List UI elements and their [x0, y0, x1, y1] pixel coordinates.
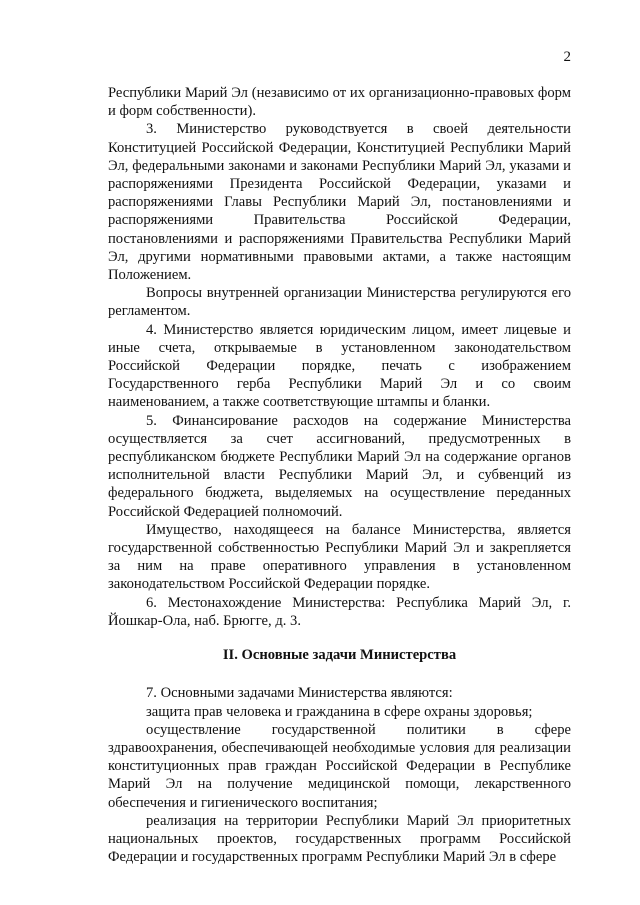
paragraph-continuation: Республики Марий Эл (независимо от их организационно-правовых форм и форм собственности).: [108, 85, 571, 120]
paragraph-item-4: 4. Министерство является юридическим лицом, имеет лицевые и иные счета, открываемые в установленном законодательством Российской Федерации порядке, печать с изображением Государственного герба Республики Марий Эл и со своим наименованием, а также соответствующие штампы и бланки.: [108, 321, 571, 411]
document-body: [108, 84, 571, 866]
task-item: осуществление государственной политики в сфере здравоохранения, обеспечивающей необходимые условия для реализации конституционных прав граждан Российской Федерации в Республике Марий Эл на получение медицинской помощи, лекарственного обеспечения и гигиенического воспитания;: [108, 721, 571, 811]
paragraph-internal-organization: Вопросы внутренней организации Министерства регулируются его регламентом.: [108, 285, 571, 320]
task-item: реализация на территории Республики Марий Эл приоритетных национальных проектов, государственных программ Российской Федерации и государственных программ Республики Марий Эл в сфере: [108, 812, 571, 866]
paragraph-item-6: 6. Местонахождение Министерства: Республика Марий Эл, г. Йошкар-Ола, наб. Брюгге, д. 3.: [108, 594, 571, 629]
paragraph-item-3: 3. Министерство руководствуется в своей деятельности Конституцией Российской Федерации, Конституцией Республики Марий Эл, федеральными законами и законами Республики Марий Эл, указами и распоряжениями Президента Российской Федерации, указами и распоряжениями Главы Республики Марий Эл, постановлениями и распоряжениями Правительства Российской Федерации, постановлениями и распоряжениями Правительства Республики Марий Эл, другими нормативными правовыми актами, а также настоящим Положением.: [108, 121, 571, 284]
paragraph-property: Имущество, находящееся на балансе Министерства, является государственной собственностью Республики Марий Эл и закрепляется за ним на праве оперативного управления в установленном законодательством Российской Федерации порядке.: [108, 521, 571, 593]
section-heading: II. Основные задачи Министерства: [222, 647, 457, 664]
paragraph-item-7: 7. Основными задачами Министерства являются:: [146, 685, 453, 702]
page-number: 2: [563, 49, 571, 65]
paragraph-item-5: 5. Финансирование расходов на содержание Министерства осуществляется за счет ассигнований, предусмотренных в республиканском бюджете Республики Марий Эл на содержание органов исполнительной власти Республики Марий Эл, и субвенций из федерального бюджета, выделяемых на осуществление переданных Российской Федерацией полномочий.: [108, 412, 571, 520]
task-item: защита прав человека и гражданина в сфере охраны здоровья;: [146, 703, 533, 720]
